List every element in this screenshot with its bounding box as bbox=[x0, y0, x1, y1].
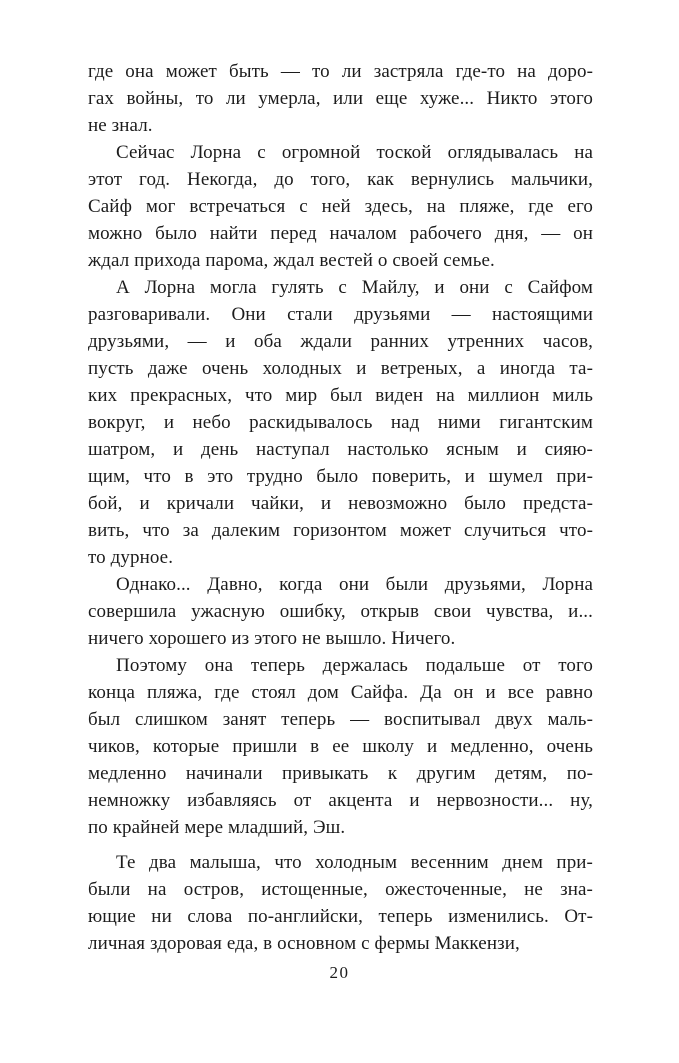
text-line: личная здоровая еда, в основном с фермы Маккензи, bbox=[88, 933, 520, 954]
text-line: был слишком занят теперь — воспитывал двух маль- bbox=[88, 709, 593, 730]
text-line: вокруг, и небо раскидывалось над ними гигантским bbox=[88, 412, 593, 433]
text-line: вить, что за далеким горизонтом может случиться что- bbox=[88, 520, 593, 541]
text-line: по крайней мере младший, Эш. bbox=[88, 817, 346, 838]
text-line: ких прекрасных, что мир был виден на миллион миль bbox=[88, 385, 593, 406]
text-line: ющие ни слова по-английски, теперь изменились. От- bbox=[88, 906, 593, 927]
text-line: гах войны, то ли умерла, или еще хуже... Никто этого bbox=[88, 88, 593, 109]
text-line: пусть даже очень холодных и ветреных, а иногда та- bbox=[88, 358, 593, 379]
text-line: были на остров, истощенные, ожесточенные, не зна- bbox=[88, 879, 593, 900]
text-line: не знал. bbox=[88, 115, 153, 136]
text-line: Однако... Давно, когда они были друзьями, Лорна bbox=[116, 574, 593, 595]
text-block bbox=[88, 58, 593, 957]
paragraph bbox=[88, 139, 593, 274]
text-line: шатром, и день наступал настолько ясным и сияю- bbox=[88, 439, 593, 460]
text-line: друзьями, — и оба ждали ранних утренних часов, bbox=[88, 331, 593, 352]
paragraph bbox=[88, 58, 593, 139]
text-line: А Лорна могла гулять с Майлу, и они с Сайфом bbox=[116, 277, 593, 298]
paragraph bbox=[88, 571, 593, 652]
text-line: то дурное. bbox=[88, 547, 174, 568]
text-line: Сайф мог встречаться с ней здесь, на пляже, где его bbox=[88, 196, 593, 217]
paragraph bbox=[88, 274, 593, 571]
text-line: можно было найти перед началом рабочего дня, — он bbox=[88, 223, 593, 244]
text-line: где она может быть — то ли застряла где-то на доро- bbox=[88, 61, 593, 82]
text-line: ничего хорошего из этого не вышло. Ничего. bbox=[88, 628, 456, 649]
text-line: медленно начинали привыкать к другим детям, по- bbox=[88, 763, 593, 784]
text-line: щим, что в это трудно было поверить, и шумел при- bbox=[88, 466, 593, 487]
text-line: совершила ужасную ошибку, открыв свои чувства, и... bbox=[88, 601, 593, 622]
page-number: 20 bbox=[329, 963, 350, 982]
text-line: конца пляжа, где стоял дом Сайфа. Да он и все равно bbox=[88, 682, 593, 703]
paragraph bbox=[88, 849, 593, 957]
text-line: ждал прихода парома, ждал вестей о своей семье. bbox=[88, 250, 495, 271]
text-line: немножку избавляясь от акцента и нервозности... ну, bbox=[88, 790, 593, 811]
text-line: этот год. Некогда, до того, как вернулись мальчики, bbox=[88, 169, 593, 190]
text-line: разговаривали. Они стали друзьями — настоящими bbox=[88, 304, 593, 325]
text-line: бой, и кричали чайки, и невозможно было предста- bbox=[88, 493, 593, 514]
text-line: Поэтому она теперь держалась подальше от того bbox=[116, 655, 593, 676]
text-line: чиков, которые пришли в ее школу и медленно, очень bbox=[88, 736, 593, 757]
paragraph bbox=[88, 652, 593, 841]
text-line: Сейчас Лорна с огромной тоской оглядывалась на bbox=[116, 142, 593, 163]
text-line: Те два малыша, что холодным весенним днем при- bbox=[116, 852, 593, 873]
